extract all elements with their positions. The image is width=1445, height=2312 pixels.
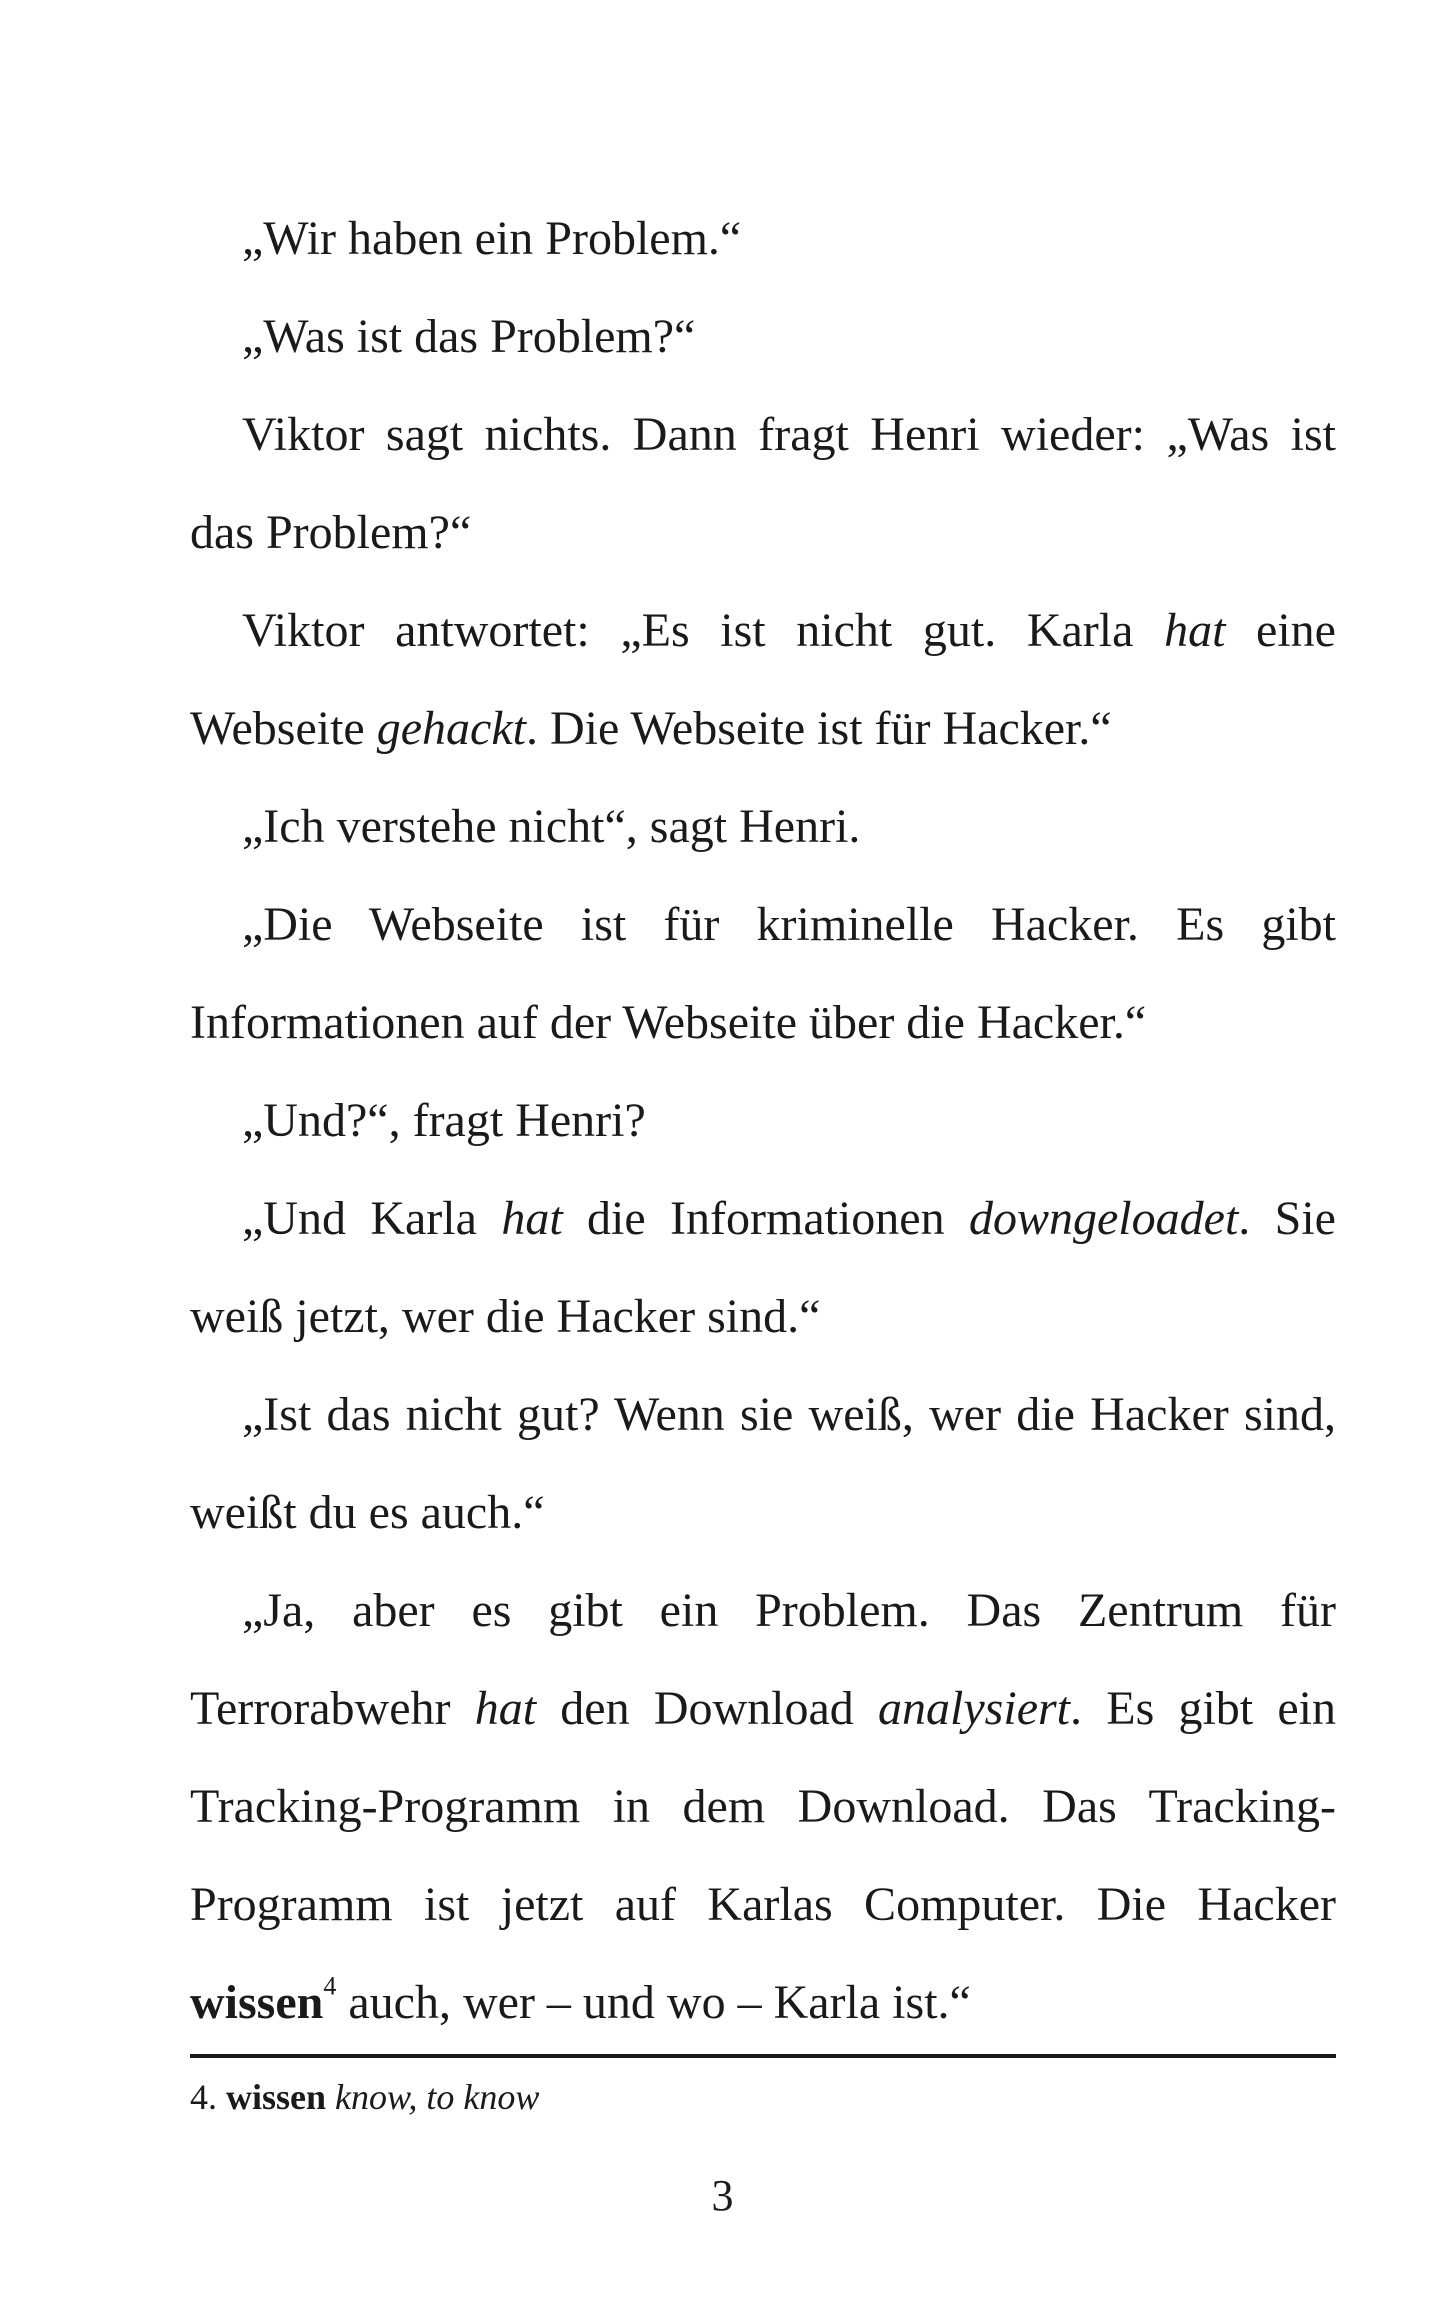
paragraph bbox=[190, 386, 1336, 582]
paragraph bbox=[190, 288, 1336, 386]
text-segment: . Sie weiß jetzt, wer die Hacker sind.“ bbox=[190, 1192, 1336, 1343]
text-segment: „Wir haben ein Problem.“ bbox=[242, 212, 742, 265]
footnote-translation: know, to know bbox=[335, 2077, 540, 2117]
page-body bbox=[190, 190, 1336, 2052]
footnote bbox=[190, 2072, 1336, 2122]
paragraph bbox=[190, 582, 1336, 778]
paragraph bbox=[190, 190, 1336, 288]
text-segment: hat bbox=[474, 1682, 537, 1735]
page-number: 3 bbox=[711, 2171, 734, 2220]
paragraph bbox=[190, 1072, 1336, 1170]
footnote-term: wissen bbox=[226, 2077, 327, 2117]
text-segment: die Informationen bbox=[562, 1192, 969, 1245]
text-segment: den Download bbox=[536, 1682, 879, 1735]
paragraph bbox=[190, 1170, 1336, 1366]
text-segment: „Ich verstehe nicht“, sagt Henri. bbox=[242, 800, 861, 853]
text-segment: gehackt bbox=[376, 702, 526, 755]
text-segment: „Was ist das Problem?“ bbox=[242, 310, 696, 363]
text-segment: analysiert bbox=[878, 1682, 1071, 1735]
text-segment: hat bbox=[501, 1192, 563, 1245]
text-segment: . Es gibt ein Tracking-Programm in dem Download. Das Tracking-Programm ist jetzt auf Karlas Computer. Die Hacker bbox=[190, 1682, 1337, 1931]
footnote-number: 4. bbox=[190, 2077, 217, 2117]
footnote-divider bbox=[190, 2054, 1336, 2058]
text-segment: hat bbox=[1164, 604, 1226, 657]
text-segment: „Die Webseite ist für kriminelle Hacker. Es gibt Informationen auf der Webseite über die Hacker.“ bbox=[190, 898, 1336, 1049]
text-segment: . Die Webseite ist für Hacker.“ bbox=[525, 702, 1112, 755]
text-segment: Viktor antwortet: „Es ist nicht gut. Karla bbox=[242, 604, 1165, 657]
text-segment: „Ja, aber es gibt ein Problem. Das Zentrum für Terrorabwehr bbox=[190, 1584, 1336, 1735]
paragraph bbox=[190, 876, 1336, 1072]
text-segment: Viktor sagt nichts. Dann fragt Henri wieder: „Was ist das Problem?“ bbox=[190, 408, 1336, 559]
footnote-reference: 4 bbox=[323, 1971, 337, 2001]
text-segment: downgeloadet bbox=[968, 1192, 1239, 1245]
text-segment: eine Webseite bbox=[190, 604, 1336, 755]
text-segment: „Und Karla bbox=[242, 1192, 502, 1245]
text-segment: wissen bbox=[190, 1976, 324, 2029]
paragraph bbox=[190, 1366, 1336, 1562]
text-segment: auch, wer – und wo – Karla ist.“ bbox=[336, 1976, 971, 2029]
text-segment: „Und?“, fragt Henri? bbox=[242, 1094, 646, 1147]
paragraph bbox=[190, 1562, 1336, 2052]
paragraph bbox=[190, 778, 1336, 876]
text-segment: „Ist das nicht gut? Wenn sie weiß, wer die Hacker sind, weißt du es auch.“ bbox=[190, 1388, 1336, 1539]
